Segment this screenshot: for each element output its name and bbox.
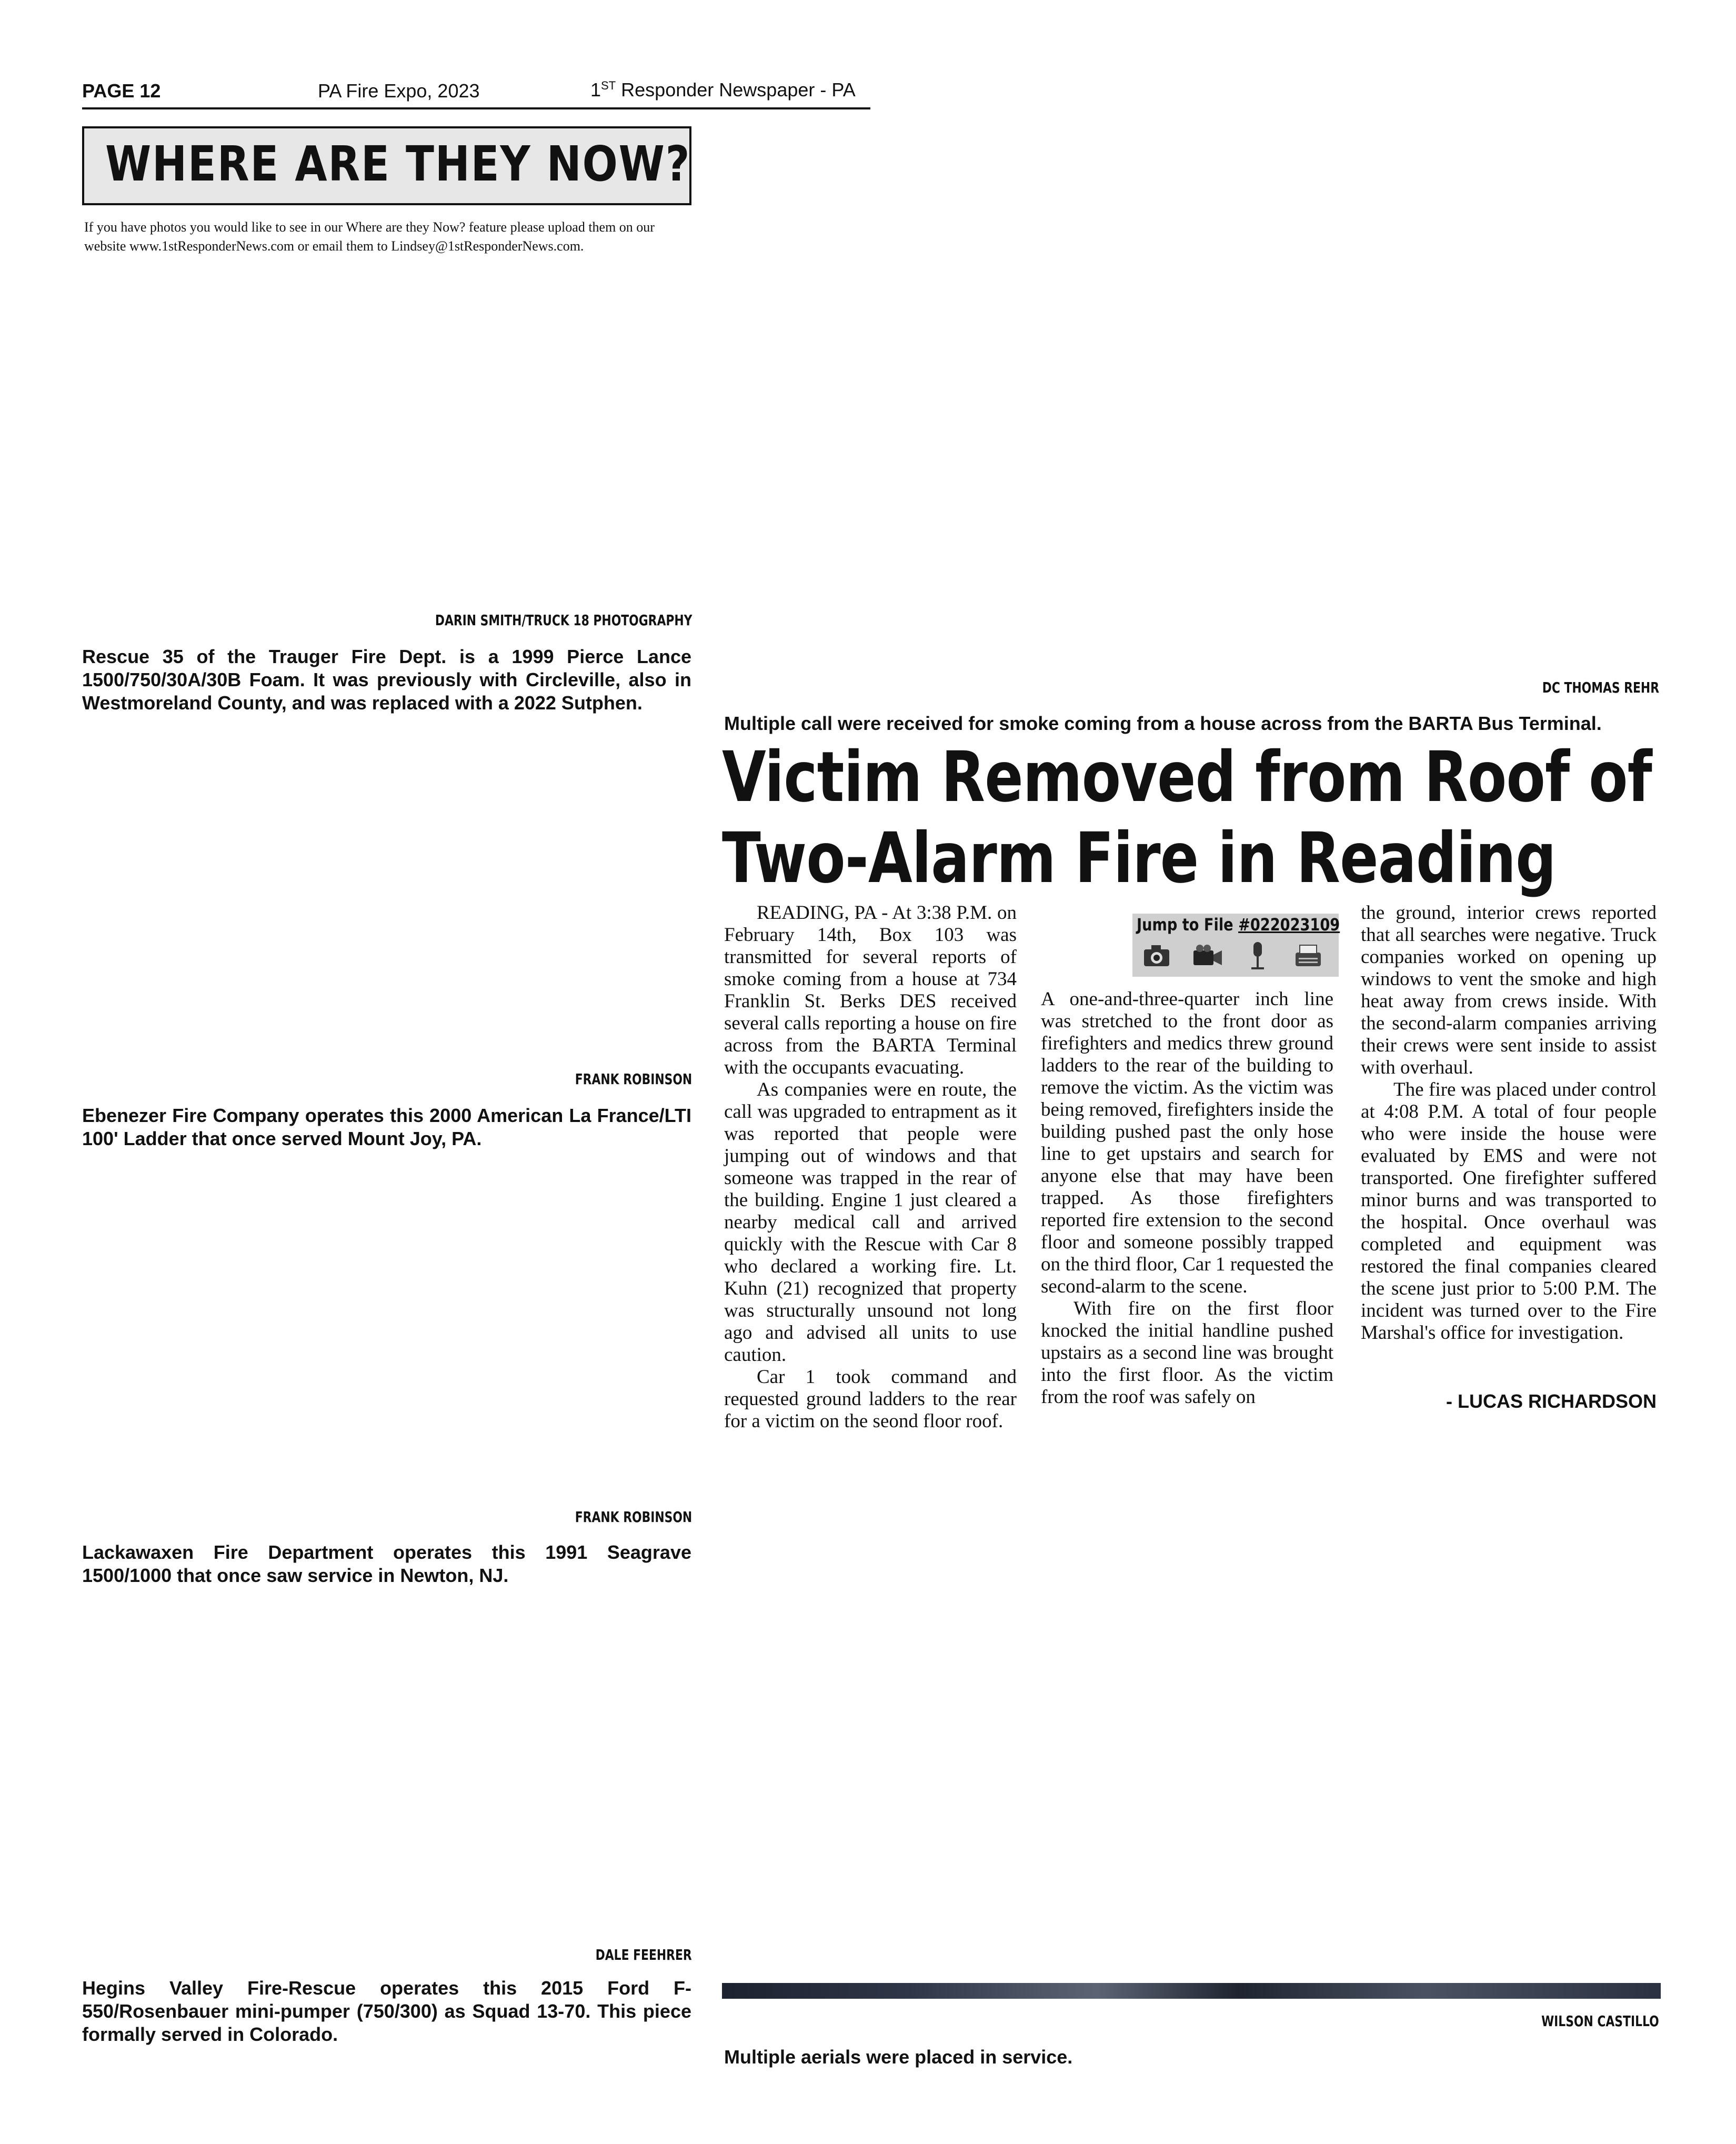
article-column-3 (1361, 902, 1657, 1344)
jump-to-file-number[interactable]: #022023109 (1238, 915, 1340, 935)
publication-name-prefix: 1 (590, 79, 601, 101)
photo-caption: Ebenezer Fire Company operates this 2000 American La France/LTI 100' Ladder that once served Mount Joy, PA. (82, 1105, 691, 1149)
article-column-1 (724, 902, 1017, 1432)
photo-caption: Multiple aerials were placed in service. (724, 2046, 1073, 2068)
article-paragraph: As companies were en route, the call was upgraded to entrapment as it was reported that people were jumping out of windows and that someone was trapped in the rear of the building. Engine 1 just cleared a nearby medical call and arrived quickly with the Rescue with Car 8 who declared a working fire. Lt. Kuhn (21) recognized that property was structurally unsound not long ago and advised all units to use caution. (724, 1079, 1017, 1366)
photo-credit: FRANK ROBINSON (575, 1508, 692, 1526)
article-photo-credit: DC THOMAS REHR (1542, 679, 1659, 696)
photo-caption: Rescue 35 of the Trauger Fire Dept. is a 1999 Pierce Lance 1500/750/30A/30B Foam. It was previously with Circleville, also in Westmoreland County, and was replaced with a 2022 Sutphen. (82, 646, 691, 714)
camera-icon (1141, 940, 1172, 971)
article-paragraph: A one-and-three-quarter inch line was stretched to the front door as firefighters and medics threw ground ladders to the rear of the building to remove the victim. As the victim was being removed, firefighters inside the building pushed past the only hose line to get upstairs and search for anyone else that may have been trapped. As those firefighters reported fire extension to the second floor and someone possibly trapped on the third floor, Car 1 requested the second-alarm to the scene. (1041, 988, 1333, 1297)
photo-caption: Hegins Valley Fire-Rescue operates this 2015 Ford F-550/Rosenbauer mini-pumper (750/300) as Squad 13-70. This piece formally served in Colorado. (82, 1977, 691, 2045)
photo-credit: DARIN SMITH/TRUCK 18 PHOTOGRAPHY (435, 612, 692, 629)
article-headline: Victim Removed from Roof of Two-Alarm Fire in Reading (722, 737, 1652, 899)
aerial-photo-strip (722, 1983, 1661, 1999)
article-paragraph: the ground, interior crews reported that all searches were negative. Truck companies worked on opening up windows to vent the smoke and high heat away from crews inside. With the second-alarm companies arriving their crews were sent inside to assist with overhaul. (1361, 902, 1657, 1078)
publication-name-sup: ST (601, 79, 616, 92)
header-rule (82, 107, 870, 109)
article-paragraph: Car 1 took command and requested ground ladders to the rear for a victim on the seond floor roof. (724, 1366, 1017, 1432)
microphone-icon (1242, 940, 1273, 971)
page-number: PAGE 12 (82, 80, 161, 102)
video-camera-icon (1191, 940, 1223, 971)
article-byline: - LUCAS RICHARDSON (1446, 1390, 1657, 1412)
feature-title-box (82, 126, 691, 205)
feature-note: If you have photos you would like to see in our Where are they Now? feature please upload them on our website www.1stResponderNews.com or email them to Lindsey@1stResponderNews.com. (84, 219, 655, 254)
jump-to-file-box[interactable] (1132, 914, 1339, 977)
article-deck: Multiple call were received for smoke coming from a house across from the BARTA Bus Terminal. (724, 713, 1602, 734)
article-paragraph: The fire was placed under control at 4:08 P.M. A total of four people who were inside the house were evaluated by EMS and were not transported. One firefighter suffered minor burns and was transported to the hospital. Once overhaul was completed and equipment was restored the final companies cleared the scene just prior to 5:00 P.M. The incident was turned over to the Fire Marshal's office for investigation. (1361, 1079, 1657, 1344)
article-column-2 (1041, 988, 1333, 1408)
jump-to-file-text: Jump to File (1137, 915, 1239, 935)
typewriter-icon (1292, 940, 1324, 971)
photo-credit: FRANK ROBINSON (575, 1070, 692, 1088)
article-paragraph: READING, PA - At 3:38 P.M. on February 14th, Box 103 was transmitted for several reports of smoke coming from a house at 734 Franklin St. Berks DES received several calls reporting a house on fire across from the BARTA Terminal with the occupants evacuating. (724, 902, 1017, 1078)
publication-name (590, 79, 856, 101)
jump-to-file-label (1137, 915, 1340, 935)
article-paragraph: With fire on the first floor knocked the initial handline pushed upstairs as a second line was brought into the first floor. As the victim from the roof was safely on (1041, 1298, 1333, 1408)
photo-credit: DALE FEEHRER (595, 1946, 692, 1963)
photo-caption: Lackawaxen Fire Department operates this 1991 Seagrave 1500/1000 that once saw service in Newton, NJ. (82, 1541, 691, 1586)
issue-title: PA Fire Expo, 2023 (318, 80, 480, 102)
publication-name-suffix: Responder Newspaper - PA (616, 79, 856, 101)
photo-credit: WILSON CASTILLO (1541, 2012, 1659, 2030)
feature-title: WHERE ARE THEY NOW? (105, 136, 691, 192)
